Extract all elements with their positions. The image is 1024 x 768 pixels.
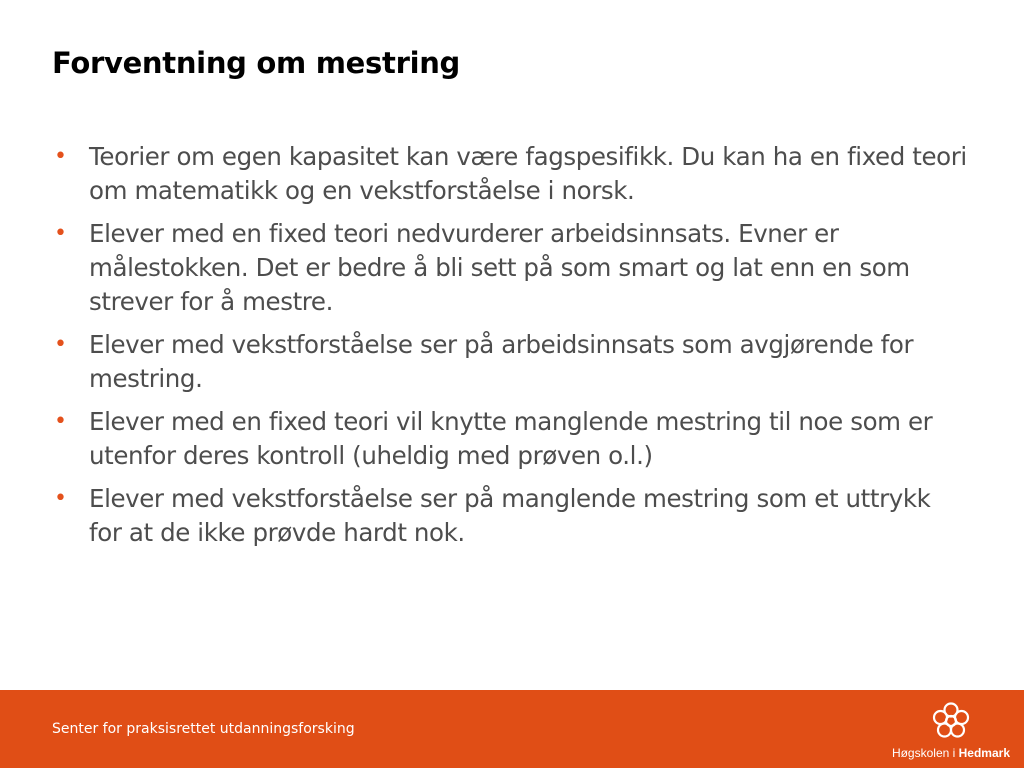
bullet-marker: • <box>54 221 67 246</box>
institution-logo-text <box>892 746 1010 760</box>
footer-bar <box>0 690 1024 768</box>
bullet-text: Teorier om egen kapasitet kan være fagspesifikk. Du kan ha en fixed teori om matematikk og en vekstforståelse i norsk. <box>89 142 967 205</box>
bullet-text: Elever med vekstforståelse ser på manglende mestring som et uttrykk for at de ikke prøvde hardt nok. <box>89 484 931 547</box>
bullet-item <box>52 482 969 550</box>
institution-name-regular: Høgskolen i <box>891 746 959 760</box>
bullet-list <box>52 140 972 559</box>
knot-flower-icon <box>930 700 972 742</box>
bullet-text: Elever med vekstforståelse ser på arbeidsinnsats som avgjørende for mestring. <box>89 330 914 393</box>
bullet-marker: • <box>54 486 67 511</box>
bullet-marker: • <box>54 332 67 357</box>
bullet-marker: • <box>54 409 67 434</box>
footer-center-name: Senter for praksisrettet utdanningsforsking <box>52 721 355 737</box>
slide-title: Forventning om mestring <box>52 46 461 80</box>
bullet-text: Elever med en fixed teori vil knytte manglende mestring til noe som er utenfor deres kontroll (uheldig med prøven o.l.) <box>89 407 933 470</box>
bullet-item <box>52 328 969 396</box>
bullet-marker: • <box>54 144 67 169</box>
bullet-item <box>52 405 969 473</box>
bullet-item <box>52 217 969 319</box>
bullet-text: Elever med en fixed teori nedvurderer arbeidsinnsats. Evner er målestokken. Det er bedre å bli sett på som smart og lat enn en som strever for å mestre. <box>89 219 910 316</box>
bullet-item <box>52 140 969 208</box>
institution-name-bold: Hedmark <box>958 746 1010 760</box>
